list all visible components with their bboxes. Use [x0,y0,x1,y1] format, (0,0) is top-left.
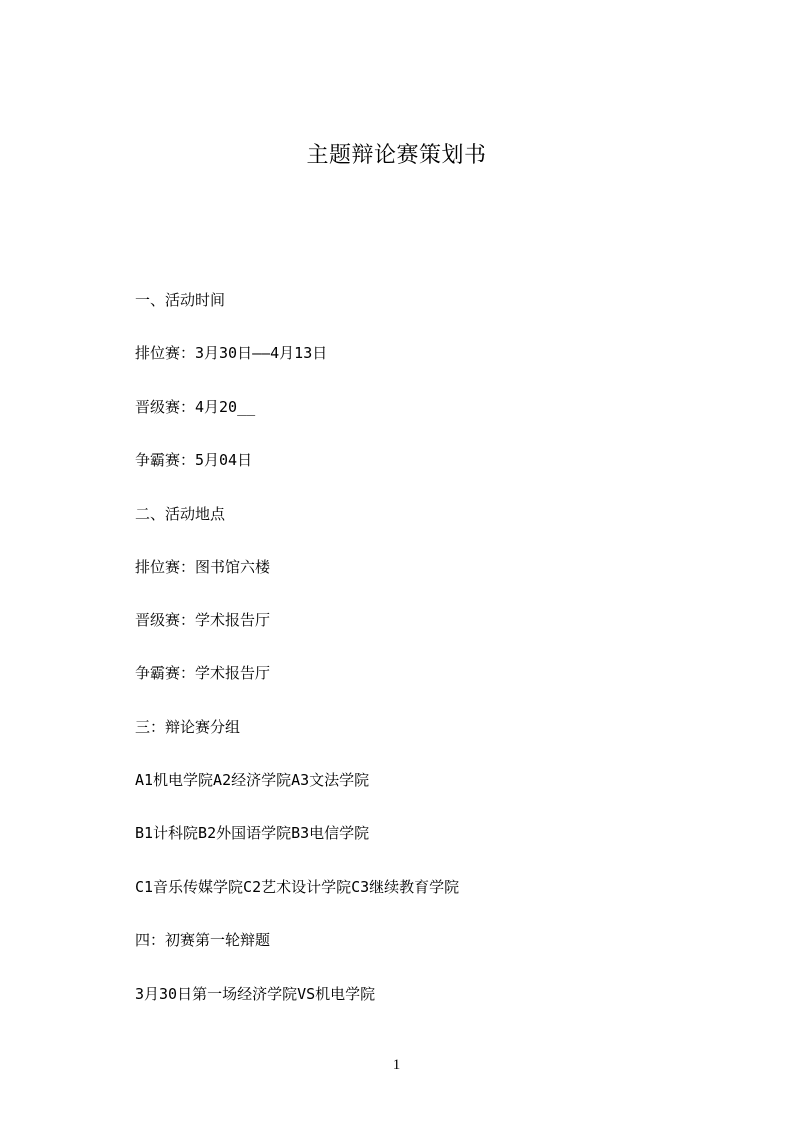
section-heading-grouping: 三：辩论赛分组 [135,718,241,736]
document-title: 主题辩论赛策划书 [306,143,487,168]
text-line-ranking-time: 排位赛：3月30日——4月13日 [135,344,328,362]
text-line-promotion-location: 晋级赛：学术报告厅 [135,611,271,629]
text-line-final-time: 争霸赛：5月04日 [135,451,253,469]
text-line-final-location: 争霸赛：学术报告厅 [135,664,271,682]
text-line-group-b: B1计科院B2外国语学院B3电信学院 [135,824,370,842]
section-heading-activity-location: 二、活动地点 [135,505,226,523]
section-heading-activity-time: 一、活动时间 [135,291,226,309]
page-number: 1 [392,1057,401,1073]
text-line-ranking-location: 排位赛：图书馆六楼 [135,558,271,576]
text-line-group-c: C1音乐传媒学院C2艺术设计学院C3继续教育学院 [135,878,460,896]
text-line-first-match: 3月30日第一场经济学院VS机电学院 [135,985,376,1003]
text-line-promotion-time: 晋级赛：4月20__ [135,398,256,416]
section-heading-first-round-topics: 四：初赛第一轮辩题 [135,931,271,949]
text-line-group-a: A1机电学院A2经济学院A3文法学院 [135,771,370,789]
